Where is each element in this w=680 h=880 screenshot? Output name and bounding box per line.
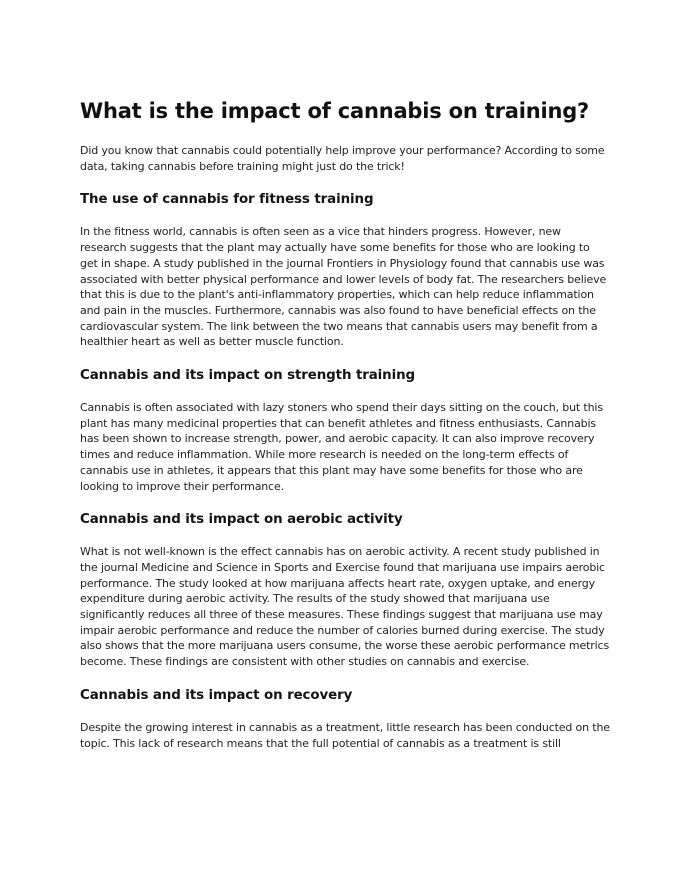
section-heading-aerobic-activity: Cannabis and its impact on aerobic activity xyxy=(80,512,403,528)
page-title: What is the impact of cannabis on training? xyxy=(80,99,590,123)
document-page xyxy=(80,94,610,767)
intro-paragraph: Did you know that cannabis could potentially help improve your performance? According to some data, taking cannabis before training might just do the trick! xyxy=(80,144,605,173)
section-heading-recovery: Cannabis and its impact on recovery xyxy=(80,687,353,703)
section-body-aerobic-activity: What is not well-known is the effect cannabis has on aerobic activity. A recent study published in the journal Medicine and Science in Sports and Exercise found that marijuana use impairs aerobic performance. The study looked at how marijuana affects heart rate, oxygen uptake, and energy expenditure during aerobic activity. The results of the study showed that marijuana use significantly reduces all three of these measures. These findings suggest that marijuana use may impair aerobic performance and reduce the number of calories burned during exercise. The study also shows that the more marijuana users consume, the worse these aerobic performance metrics become. These findings are consistent with other studies on cannabis and exercise. xyxy=(80,545,610,669)
section-heading-fitness-training: The use of cannabis for fitness training xyxy=(80,192,374,208)
section-body-fitness-training: In the fitness world, cannabis is often seen as a vice that hinders progress. However, new research suggests that the plant may actually have some benefits for those who are looking to get in shape. A study published in the journal Frontiers in Physiology found that cannabis use was associated with better physical performance and lower levels of body fat. The researchers believe that this is due to the plant's anti-inflammatory properties, which can help reduce inflammation and pain in the muscles. Furthermore, cannabis was also found to have beneficial effects on the cardiovascular system. The link between the two means that cannabis users may benefit from a healthier heart as well as better muscle function. xyxy=(80,225,607,349)
section-body-recovery: Despite the growing interest in cannabis as a treatment, little research has been conducted on the topic. This lack of research means that the full potential of cannabis as a treatment is still xyxy=(80,720,610,750)
section-body-strength-training: Cannabis is often associated with lazy stoners who spend their days sitting on the couch, but this plant has many medicinal properties that can benefit athletes and fitness enthusiasts. Cannabis has been shown to increase strength, power, and aerobic capacity. It can also improve recovery times and reduce inflammation. While more research is needed on the long-term effects of cannabis use in athletes, it appears that this plant may have some benefits for those who are looking to improve their performance. xyxy=(80,401,603,493)
section-heading-strength-training: Cannabis and its impact on strength training xyxy=(80,368,416,384)
